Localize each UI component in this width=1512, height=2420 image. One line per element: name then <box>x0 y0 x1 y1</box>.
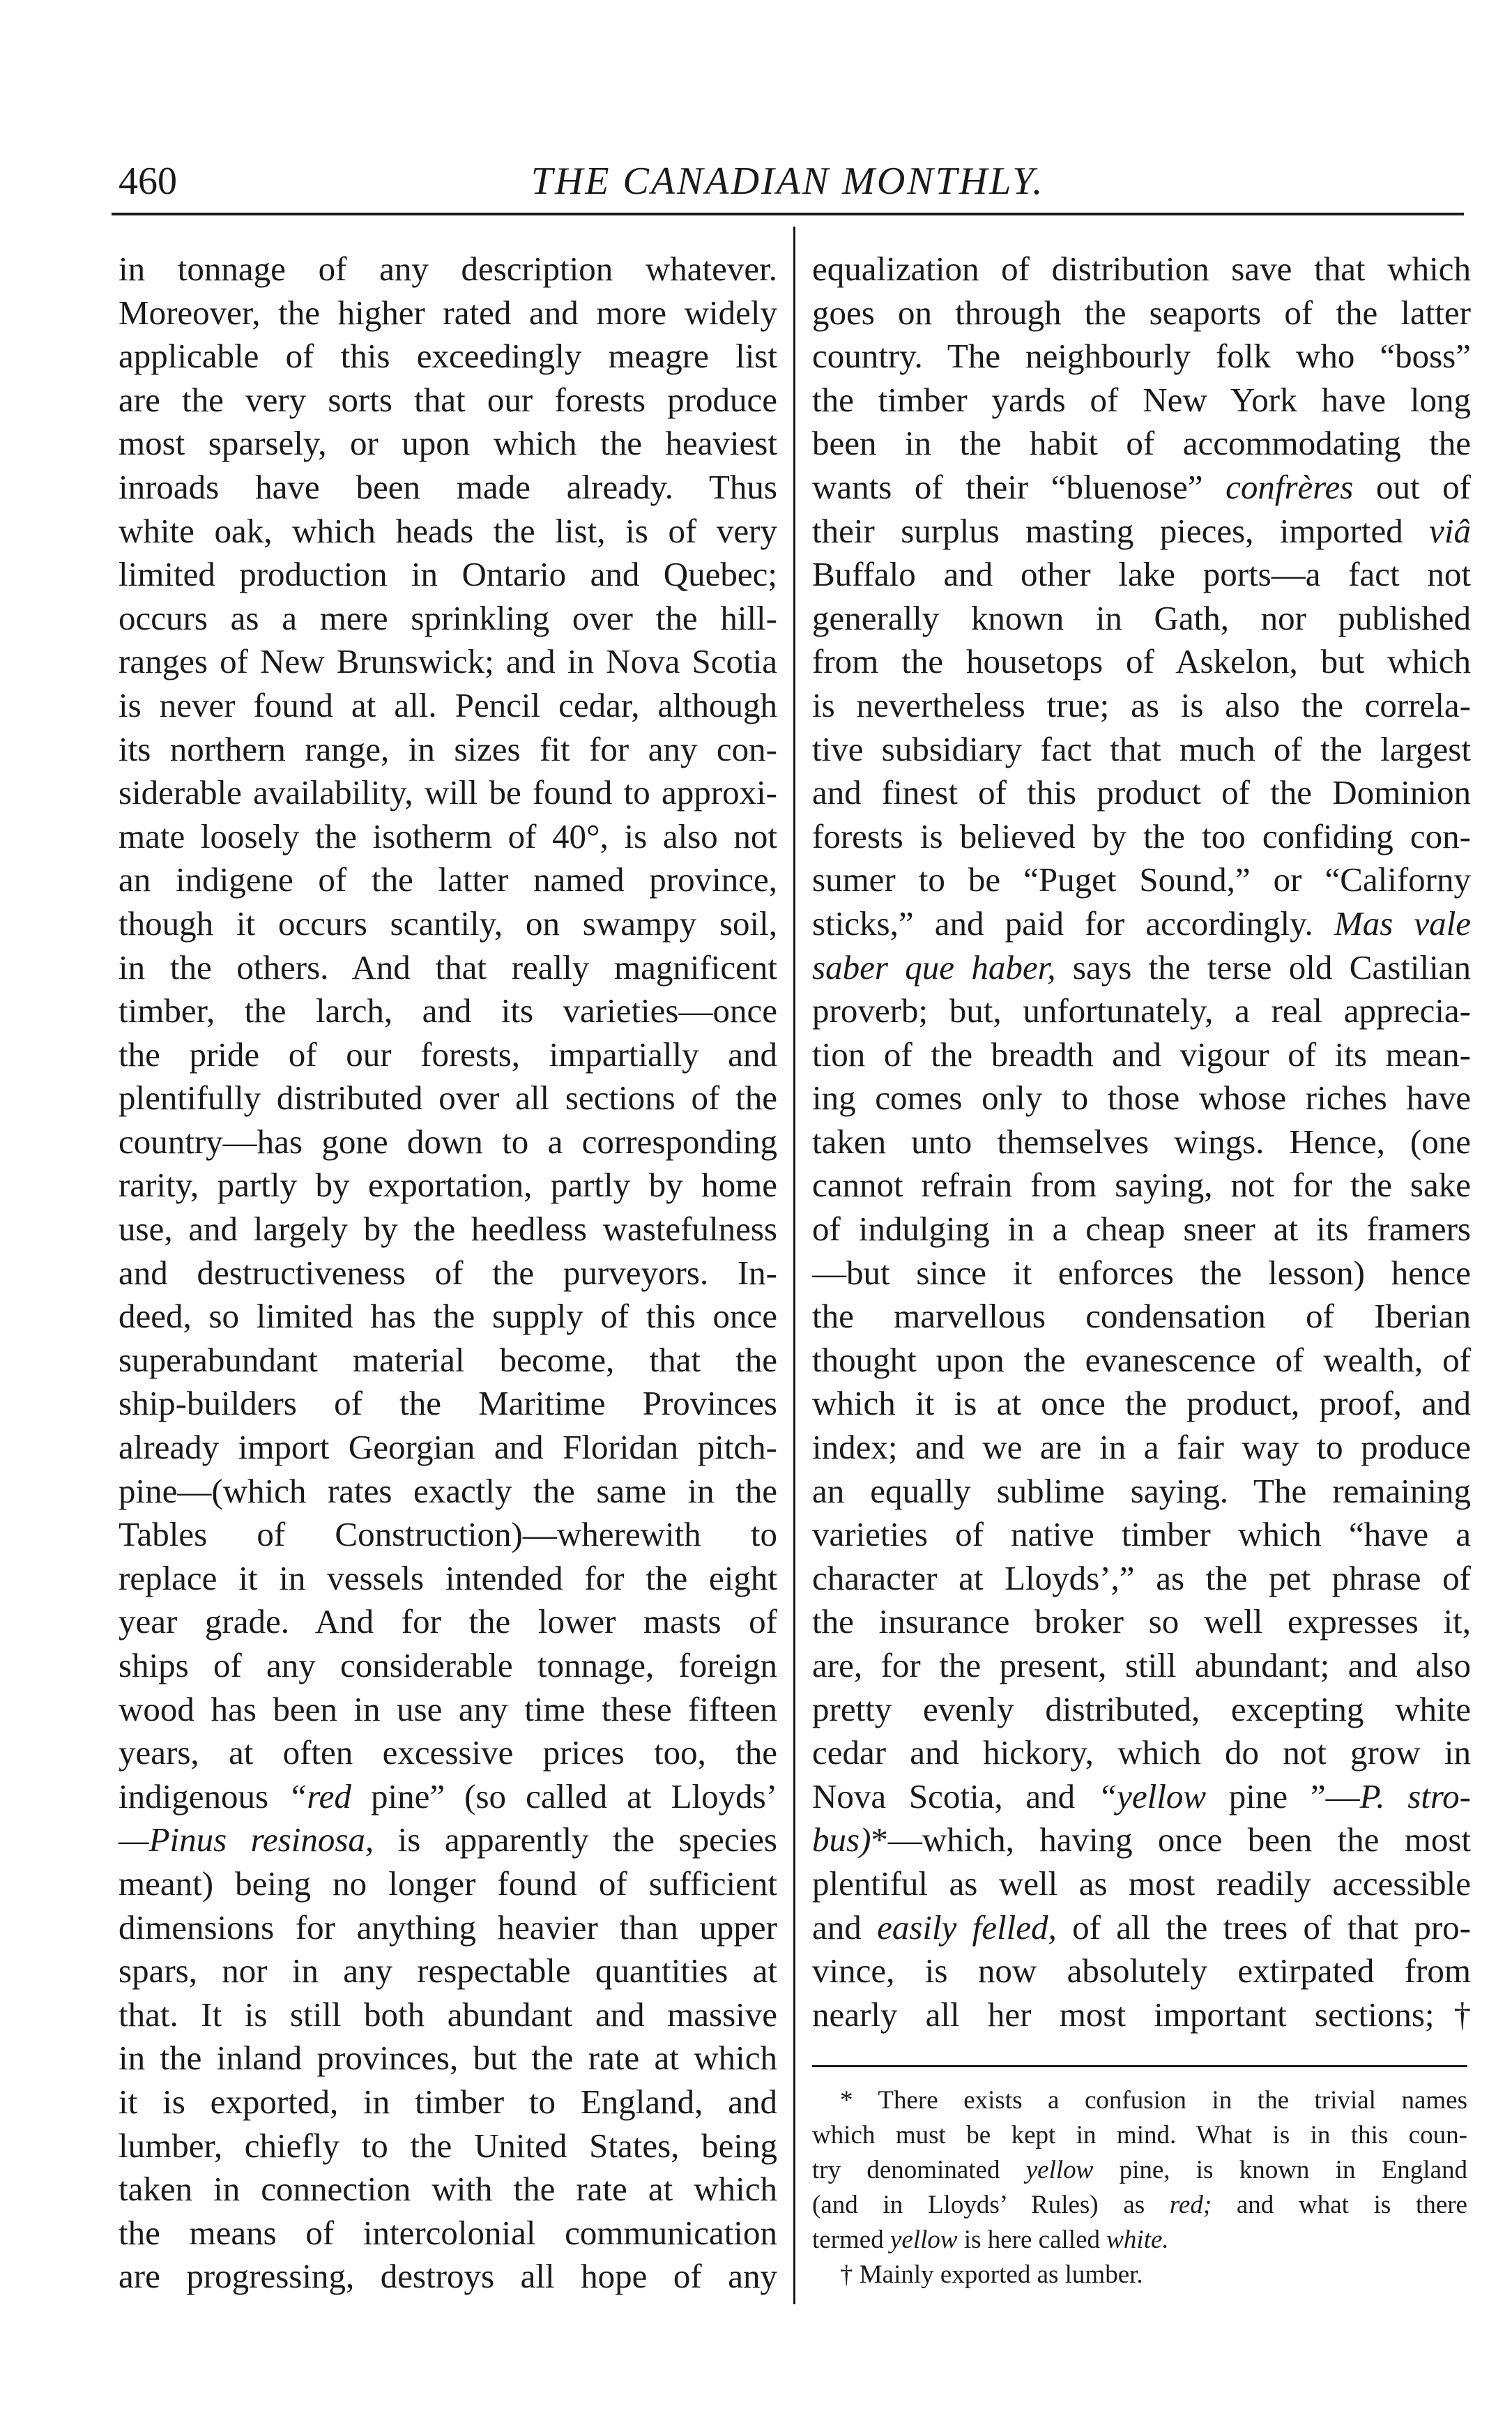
text-line: an indigene of the latter named province, <box>119 860 777 899</box>
text-line: occurs as a mere sprinkling over the hill- <box>119 598 777 637</box>
text-line: in the others. And that really magnificent <box>119 948 777 987</box>
text-line: from the housetops of Askelon, but which <box>812 642 1471 681</box>
header-rule <box>112 213 1464 215</box>
text-line: equalization of distribution save that which <box>812 250 1471 288</box>
text-line: timber, the larch, and its varieties—once <box>119 991 777 1030</box>
text-run: of all the trees of that pro- <box>1056 1908 1471 1947</box>
text-line: tion of the breadth and vigour of its mean- <box>812 1035 1471 1074</box>
text-line: ships of any considerable tonnage, foreign <box>119 1646 777 1684</box>
text-line: ing comes only to those whose riches have <box>812 1079 1471 1118</box>
text-run: wants of their “bluenose” <box>812 467 1226 506</box>
text-line: been in the habit of accommodating the <box>812 424 1471 463</box>
text-line: and finest of this product of the Dominion <box>812 773 1471 812</box>
text-line: ranges of New Brunswick; and in Nova Scotia <box>119 642 777 681</box>
text-line: an equally sublime saying. The remaining <box>812 1471 1471 1510</box>
text-line: in tonnage of any description whatever. <box>119 250 777 288</box>
text-line: white oak, which heads the list, is of very <box>119 511 777 550</box>
text-line: mate loosely the isotherm of 40°, is also not <box>119 816 777 855</box>
text-line: which it is at once the product, proof, and <box>812 1384 1471 1423</box>
text-line: goes on through the seaports of the latter <box>812 293 1471 332</box>
text-line: is never found at all. Pencil cedar, although <box>119 685 777 724</box>
text-line: plentifully distributed over all sections of the <box>119 1079 777 1118</box>
text-line: pretty evenly distributed, excepting white <box>812 1689 1471 1728</box>
text-line: Moreover, the higher rated and more widely <box>119 293 777 332</box>
text-run: out of <box>1353 467 1471 506</box>
right-column <box>812 248 1471 2037</box>
text-run: pine, is known in England <box>1093 2156 1467 2184</box>
text-line: taken unto themselves wings. Hence, (one <box>812 1122 1471 1161</box>
footnotes <box>812 2083 1467 2292</box>
text-line <box>812 1906 1471 1950</box>
text-line: years, at often excessive prices too, the <box>119 1733 777 1772</box>
left-column <box>119 248 777 2299</box>
text-line: the pride of our forests, impartially and <box>119 1035 777 1074</box>
text-run: *—which, having once been the most <box>871 1820 1471 1859</box>
italic-text: confrères <box>1225 467 1354 506</box>
text-run: indigenous <box>119 1776 289 1816</box>
running-title: THE CANADIAN MONTHLY. <box>530 160 1045 203</box>
italic-text: easily felled, <box>877 1908 1057 1947</box>
text-line: taken in connection with the rate at which <box>119 2170 777 2209</box>
text-line: in the inland provinces, but the rate at which <box>119 2039 777 2078</box>
text-line: year grade. And for the lower masts of <box>119 1602 777 1641</box>
text-line: though it occurs scantily, on swampy soil, <box>119 904 777 943</box>
text-line: limited production in Ontario and Quebec; <box>119 555 777 594</box>
text-line: generally known in Gath, nor published <box>812 598 1471 637</box>
italic-text: red; <box>1169 2191 1212 2219</box>
text-line: replace it in vessels intended for the eight <box>119 1558 777 1597</box>
text-line: it is exported, in timber to England, and <box>119 2082 777 2121</box>
footnote-rule <box>812 2065 1467 2067</box>
text-run: pine ”— <box>1206 1776 1360 1816</box>
text-run: (and in Lloyds’ Rules) as <box>812 2191 1170 2219</box>
italic-text: yellow <box>889 2225 958 2254</box>
text-line: character at Lloyds’,” as the pet phrase of <box>812 1558 1471 1597</box>
text-run: is apparently the species <box>374 1820 777 1859</box>
text-run: and what is there <box>1212 2191 1467 2219</box>
text-line: index; and we are in a fair way to produce <box>812 1428 1471 1467</box>
text-line <box>812 946 1471 990</box>
text-line <box>812 902 1471 946</box>
text-run: is here called <box>957 2225 1107 2254</box>
italic-text: saber que haber, <box>812 948 1056 987</box>
text-line: are progressing, destroys all hope of any <box>119 2257 777 2296</box>
text-line: tive subsidiary fact that much of the largest <box>812 729 1471 768</box>
text-line: cedar and hickory, which do not grow in <box>812 1733 1471 1772</box>
text-line: ship-builders of the Maritime Provinces <box>119 1384 777 1423</box>
text-line <box>812 466 1471 510</box>
footnote-line <box>812 2153 1467 2188</box>
text-line: varieties of native timber which “have a <box>812 1515 1471 1554</box>
page-header <box>112 159 1464 208</box>
text-line: that. It is still both abundant and massive <box>119 1995 777 2034</box>
text-line: country—has gone down to a corresponding <box>119 1122 777 1161</box>
italic-text: “red <box>288 1776 351 1816</box>
text-line <box>119 1818 777 1862</box>
text-line: forests is believed by the too confiding con- <box>812 816 1471 855</box>
text-line: deed, so limited has the supply of this once <box>119 1297 777 1336</box>
text-line: superabundant material become, that the <box>119 1340 777 1379</box>
italic-text: “yellow <box>1097 1776 1207 1816</box>
text-run: try denominated <box>812 2156 1026 2184</box>
text-line: inroads have been made already. Thus <box>119 467 777 506</box>
italic-text: white. <box>1106 2225 1169 2254</box>
text-line <box>812 1818 1471 1862</box>
text-line: the marvellous condensation of Iberian <box>812 1297 1471 1336</box>
text-line: cannot refrain from saying, not for the sake <box>812 1166 1471 1205</box>
text-line: plentiful as well as most readily accessible <box>812 1864 1471 1903</box>
footnote-dagger: † Mainly exported as lumber. <box>840 2260 1143 2289</box>
footnote-line <box>812 2223 1467 2258</box>
text-line: country. The neighbourly folk who “boss” <box>812 337 1471 376</box>
text-line: dimensions for anything heavier than upper <box>119 1908 777 1947</box>
text-line: applicable of this exceedingly meagre list <box>119 337 777 376</box>
text-line: Buffalo and other lake ports—a fact not <box>812 555 1471 594</box>
text-line: sumer to be “Puget Sound,” or “Californy <box>812 860 1471 899</box>
italic-text: yellow <box>1025 2156 1094 2184</box>
text-line: wood has been in use any time these fifteen <box>119 1689 777 1728</box>
text-line: pine—(which rates exactly the same in the <box>119 1471 777 1510</box>
italic-text: viâ <box>1429 511 1471 550</box>
italic-text: bus) <box>812 1820 871 1859</box>
italic-text: P. stro- <box>1359 1776 1471 1816</box>
footnote-line <box>812 2188 1467 2223</box>
text-line: use, and largely by the heedless wastefulness <box>119 1210 777 1249</box>
text-run: sticks,” and paid for accordingly. <box>812 904 1334 943</box>
page-number: 460 <box>119 160 177 203</box>
text-line: are the very sorts that our forests produce <box>119 380 777 419</box>
text-line: spars, nor in any respectable quantities at <box>119 1951 777 1991</box>
text-line: already import Georgian and Floridan pitch- <box>119 1428 777 1467</box>
text-line: the insurance broker so well expresses it, <box>812 1602 1471 1641</box>
text-line: of indulging in a cheap sneer at its framers <box>812 1210 1471 1249</box>
text-line: the means of intercolonial communication <box>119 2213 777 2252</box>
text-line <box>812 1775 1471 1819</box>
text-run: Nova Scotia, and <box>812 1776 1098 1816</box>
text-line: and destructiveness of the purveyors. In- <box>119 1253 777 1292</box>
text-line: is nevertheless true; as is also the correla- <box>812 685 1471 724</box>
text-line: its northern range, in sizes fit for any con- <box>119 729 777 768</box>
text-line: most sparsely, or upon which the heaviest <box>119 424 777 463</box>
text-run: termed <box>812 2225 890 2254</box>
footnote-line: * There exists a confusion in the trivial names <box>840 2086 1467 2115</box>
footnote-line: which must be kept in mind. What is in this coun- <box>812 2121 1467 2149</box>
text-line: nearly all her most important sections;† <box>812 1995 1471 2034</box>
text-line: siderable availability, will be found to approxi- <box>119 773 777 812</box>
text-line <box>812 510 1471 554</box>
text-line: the timber yards of New York have long <box>812 380 1471 419</box>
text-line: Tables of Construction)—wherewith to <box>119 1515 777 1554</box>
text-line: lumber, chiefly to the United States, being <box>119 2126 777 2165</box>
column-divider <box>793 227 795 2304</box>
italic-text: Mas vale <box>1334 904 1472 943</box>
text-line: vince, is now absolutely extirpated from <box>812 1951 1471 1991</box>
text-run: pine” (so called at Lloyds’ <box>351 1776 778 1816</box>
text-line: rarity, partly by exportation, partly by home <box>119 1166 777 1205</box>
text-run: their surplus masting pieces, imported <box>812 511 1430 550</box>
text-line: are, for the present, still abundant; and also <box>812 1646 1471 1684</box>
text-run: and <box>812 1908 878 1947</box>
text-line: meant) being no longer found of sufficient <box>119 1864 777 1903</box>
text-line <box>119 1775 777 1819</box>
text-run: says the terse old Castilian <box>1055 948 1471 987</box>
italic-text: —Pinus resinosa, <box>119 1820 374 1859</box>
text-line: proverb; but, unfortunately, a real apprecia- <box>812 991 1471 1030</box>
text-line: —but since it enforces the lesson) hence <box>812 1253 1471 1292</box>
text-line: thought upon the evanescence of wealth, of <box>812 1340 1471 1379</box>
